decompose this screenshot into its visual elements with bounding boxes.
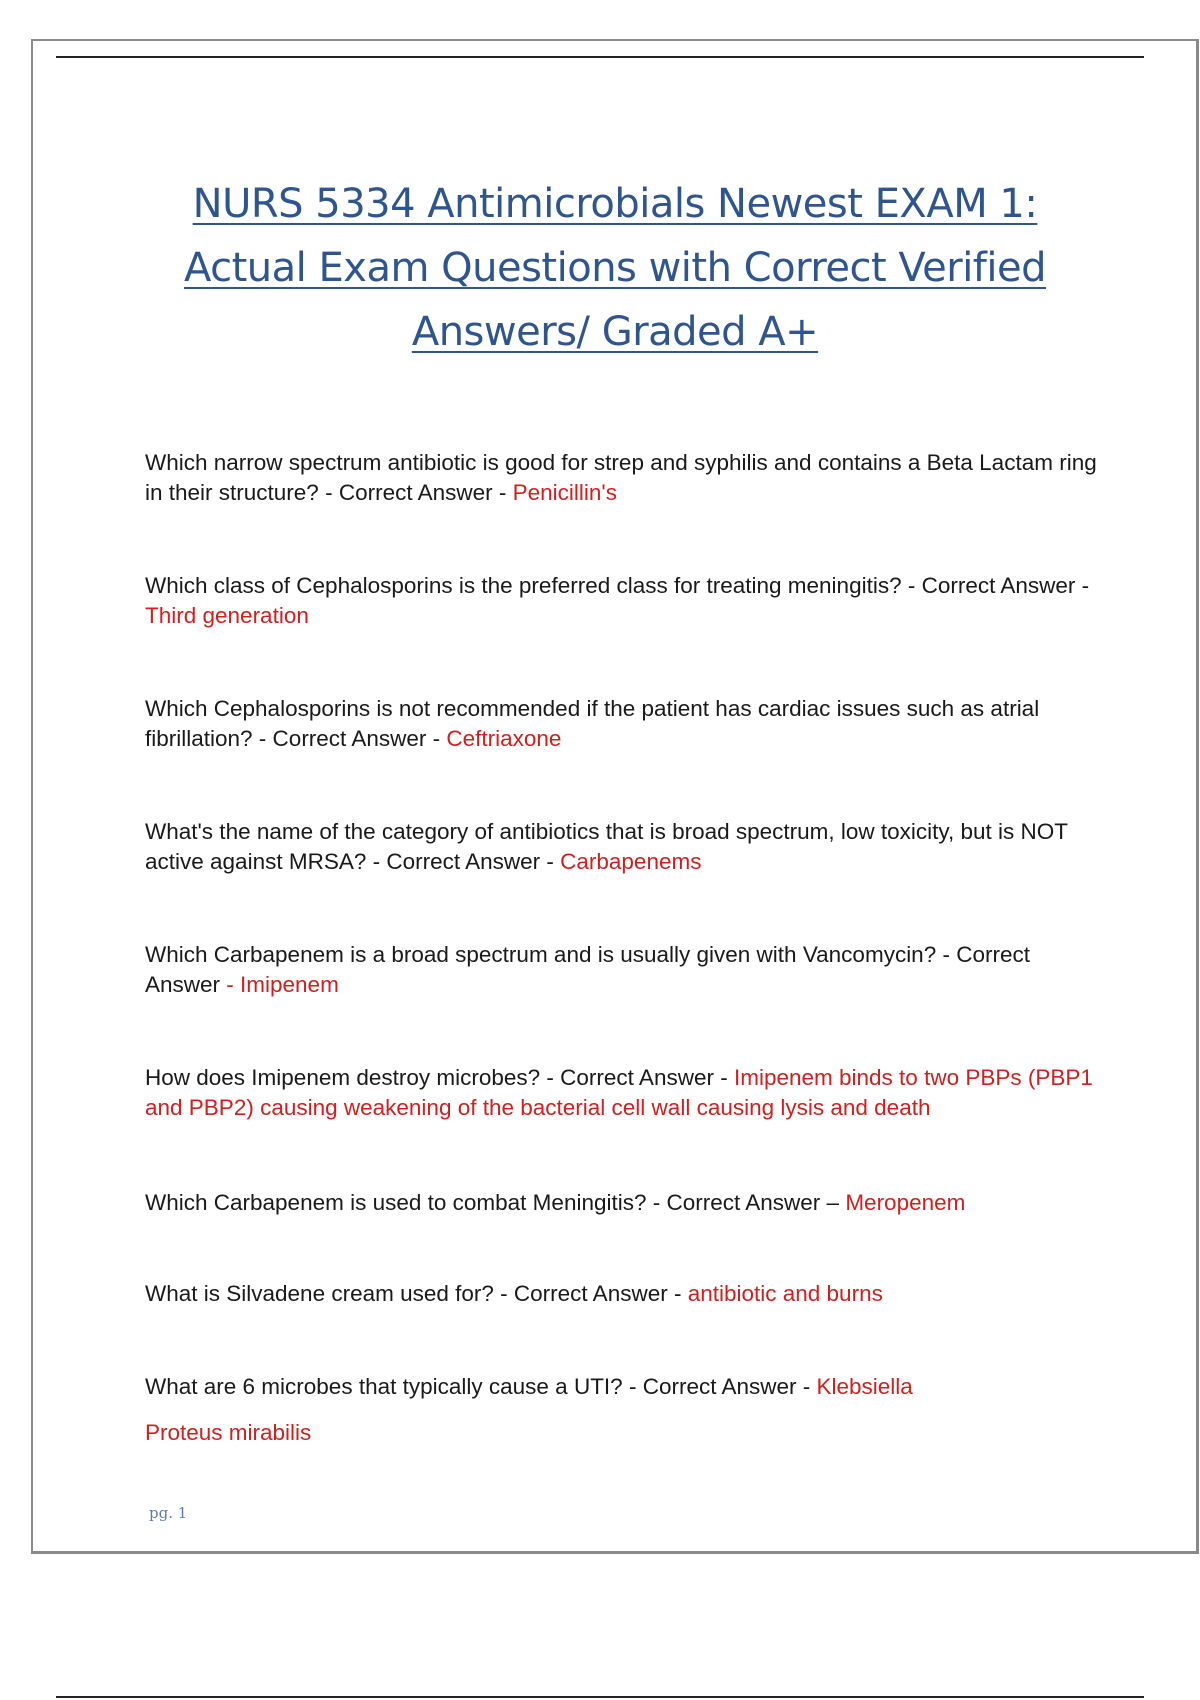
question-text: Which Carbapenem is used to combat Meningitis? - Correct Answer – <box>145 1190 846 1215</box>
qa-item-3 <box>145 694 1105 754</box>
answer-text: Ceftriaxone <box>446 726 562 751</box>
question-text: What are 6 microbes that typically cause a UTI? - Correct Answer - <box>145 1374 817 1399</box>
qa-item-4 <box>145 817 1105 877</box>
page-number: pg. 1 <box>149 1504 188 1522</box>
question-text: Which class of Cephalosporins is the preferred class for treating meningitis? - Correct Answer - <box>145 573 1090 598</box>
top-rule <box>56 56 1144 58</box>
title-line-1: NURS 5334 Antimicrobials Newest EXAM 1: <box>192 181 1038 227</box>
qa-item-2 <box>145 571 1105 631</box>
document-title <box>130 172 1100 364</box>
question-text: Which narrow spectrum antibiotic is good for strep and syphilis and contains a Beta Lactam ring in their structure? - Correct Answer - <box>145 450 1097 505</box>
answer-text: Third generation <box>145 603 309 628</box>
qa-item-5 <box>145 940 1105 1000</box>
answer-text: Penicillin's <box>512 480 617 505</box>
answer-text: antibiotic and burns <box>687 1281 883 1306</box>
question-text: Which Carbapenem is a broad spectrum and is usually given with Vancomycin? - Correct Answer <box>145 942 1030 997</box>
question-text: Which Cephalosporins is not recommended if the patient has cardiac issues such as atrial fibrillation? - Correct Answer - <box>145 696 1040 751</box>
qa-item-7 <box>145 1188 1105 1218</box>
title-line-3: Answers/ Graded A+ <box>411 309 819 355</box>
qa-item-1 <box>145 448 1105 508</box>
answer-text: Imipenem binds to two PBPs (PBP1 and PBP2) causing weakening of the bacterial cell wall causing lysis and death <box>145 1065 1093 1120</box>
question-text: What is Silvadene cream used for? - Correct Answer - <box>145 1281 688 1306</box>
answer-text: Carbapenems <box>560 849 702 874</box>
qa-item-8 <box>145 1279 1105 1309</box>
answer-text: - Imipenem <box>220 972 339 997</box>
answer-text: Klebsiella <box>816 1374 913 1399</box>
answer-continuation: Proteus mirabilis <box>145 1420 312 1445</box>
answer-text: Meropenem <box>845 1190 966 1215</box>
question-text: What's the name of the category of antibiotics that is broad spectrum, low toxicity, but is NOT active against MRSA? - Correct Answer - <box>145 819 1068 874</box>
bottom-rule <box>56 1696 1144 1698</box>
qa-item-6 <box>145 1063 1105 1123</box>
qa-item-9 <box>145 1372 1105 1448</box>
question-text: How does Imipenem destroy microbes? - Correct Answer - <box>145 1065 734 1090</box>
title-line-2: Actual Exam Questions with Correct Verified <box>183 245 1047 291</box>
